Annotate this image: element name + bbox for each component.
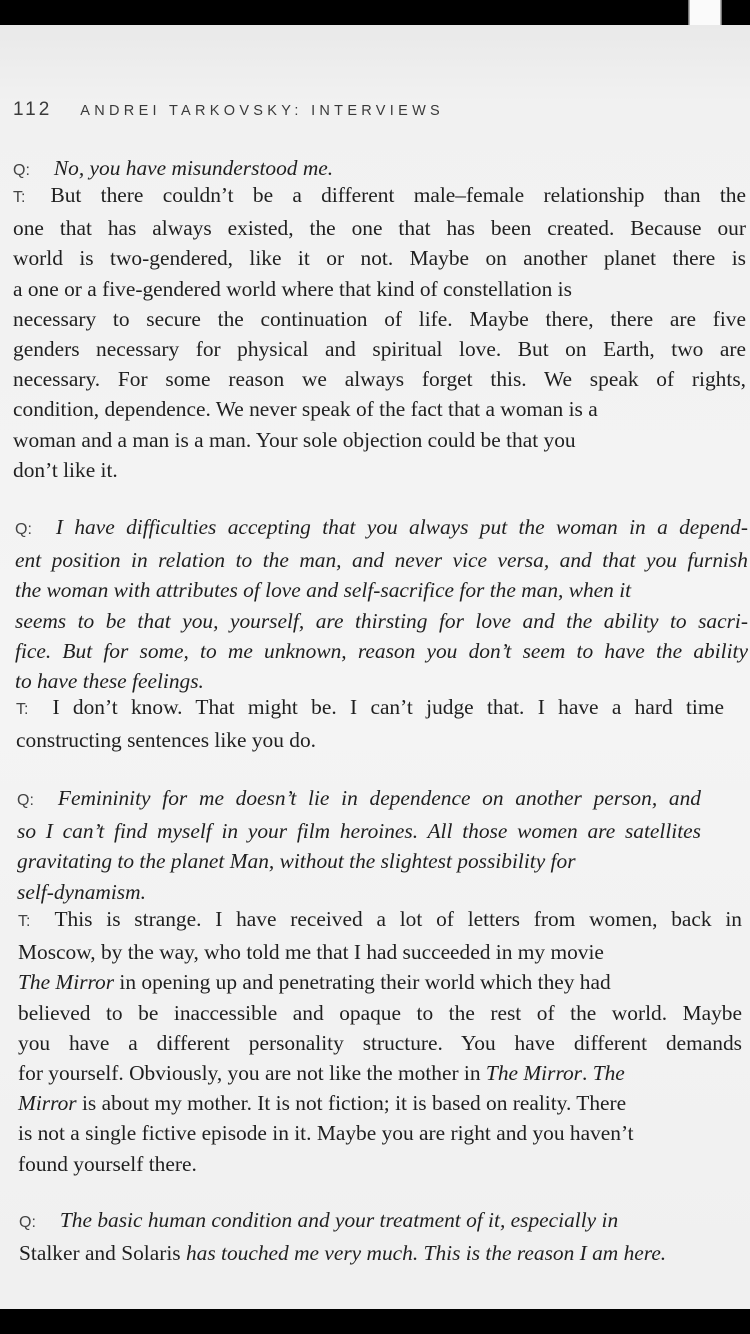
text-line: I don’t know. That might be. I can’t judge that. I have a hard time	[52, 695, 724, 719]
book-page	[0, 25, 750, 1309]
text-line: The basic human condition and your treatment of it, especially in	[59, 1208, 619, 1232]
text-line: gravitating to the planet Man, without the slightest possibility for	[17, 849, 576, 874]
navigation-bar	[0, 1309, 750, 1334]
text-line: and	[79, 1241, 122, 1266]
question-4	[19, 1205, 731, 1268]
text-line: fice. But for some, to me unknown, reason you don’t seem to have the ability	[15, 638, 748, 663]
speaker-label: Q:	[13, 162, 30, 179]
text-line: self-dynamism.	[17, 879, 146, 904]
text-line: to have these feelings.	[15, 669, 204, 694]
speaker-label: T:	[13, 189, 26, 206]
text-line: a one or a five-gendered world where that kind of constellation is	[13, 276, 572, 301]
speaker-label: Q:	[17, 792, 34, 809]
film-title: The	[592, 1061, 625, 1086]
text-line: genders necessary for physical and spiritual love. But on Earth, two are	[13, 337, 746, 362]
text-line: in opening up and penetrating their world which they had	[114, 970, 611, 995]
text-line: one that has always existed, the one that has been created. Because our	[13, 216, 746, 241]
answer-2	[16, 692, 724, 755]
text-line: necessary to secure the continuation of life. Maybe there, there are five	[13, 306, 746, 331]
speaker-label: T:	[16, 701, 29, 718]
text-line: I have difficulties accepting that you always put the woman in a depend-	[55, 515, 748, 539]
speaker-label: Q:	[19, 1214, 36, 1231]
film-title: The Mirror	[18, 970, 115, 995]
text-line: condition, dependence. We never speak of the fact that a woman is a	[13, 397, 598, 422]
text-line: .	[582, 1061, 593, 1086]
text-line: But there couldn’t be a different male–female relationship than the	[50, 183, 746, 207]
text-line: No, you have misunderstood me.	[53, 156, 334, 180]
speaker-label: T:	[18, 913, 31, 930]
running-head	[13, 99, 743, 121]
film-title: Stalker	[19, 1241, 80, 1266]
text-line: the woman with attributes of love and self-sacrifice for the man, when it	[15, 578, 632, 603]
answer-3	[18, 904, 742, 1179]
text-line: you have a different personality structure. You have different demands	[18, 1030, 742, 1055]
question-2	[15, 512, 748, 696]
text-line: found yourself there.	[18, 1151, 197, 1176]
status-bar	[0, 0, 750, 25]
text-line: ent position in relation to the man, and never vice versa, and that you furnish	[15, 548, 748, 573]
speaker-label: Q:	[15, 521, 32, 538]
text-line: so I can’t find myself in your film heroines. All those women are satellites	[17, 819, 701, 844]
text-line: is not a single fictive episode in it. Maybe you are right and you haven’t	[18, 1121, 634, 1146]
film-title: Mirror	[18, 1091, 77, 1116]
text-line: has touched me very much. This is the reason I am here.	[180, 1241, 667, 1266]
answer-1	[13, 180, 746, 485]
book-title: ANDREI TARKOVSKY: INTERVIEWS	[80, 103, 445, 119]
text-line: for yourself. Obviously, you are not like the mother in	[18, 1061, 486, 1086]
text-line: is about my mother. It is not fiction; it is based on reality. There	[76, 1091, 627, 1116]
text-line: believed to be inaccessible and opaque to the rest of the world. Maybe	[18, 1000, 742, 1025]
text-line: woman and a man is a man. Your sole objection could be that you	[13, 427, 576, 452]
text-line: seems to be that you, yourself, are thirsting for love and the ability to sacri-	[15, 608, 748, 633]
film-title: The Mirror	[485, 1061, 582, 1086]
text-line: constructing sentences like you do.	[16, 728, 316, 753]
text-line: world is two-gendered, like it or not. Maybe on another planet there is	[13, 246, 746, 271]
page-number: 112	[13, 99, 53, 120]
question-3	[17, 783, 701, 907]
text-line: necessary. For some reason we always forget this. We speak of rights,	[13, 367, 746, 392]
text-line: This is strange. I have received a lot of letters from women, back in	[54, 907, 742, 931]
text-line: Moscow, by the way, who told me that I had succeeded in my movie	[18, 940, 604, 965]
film-title: Solaris	[121, 1241, 181, 1266]
text-line: don’t like it.	[13, 457, 118, 482]
text-line: Femininity for me doesn’t lie in dependence on another person, and	[57, 786, 701, 810]
